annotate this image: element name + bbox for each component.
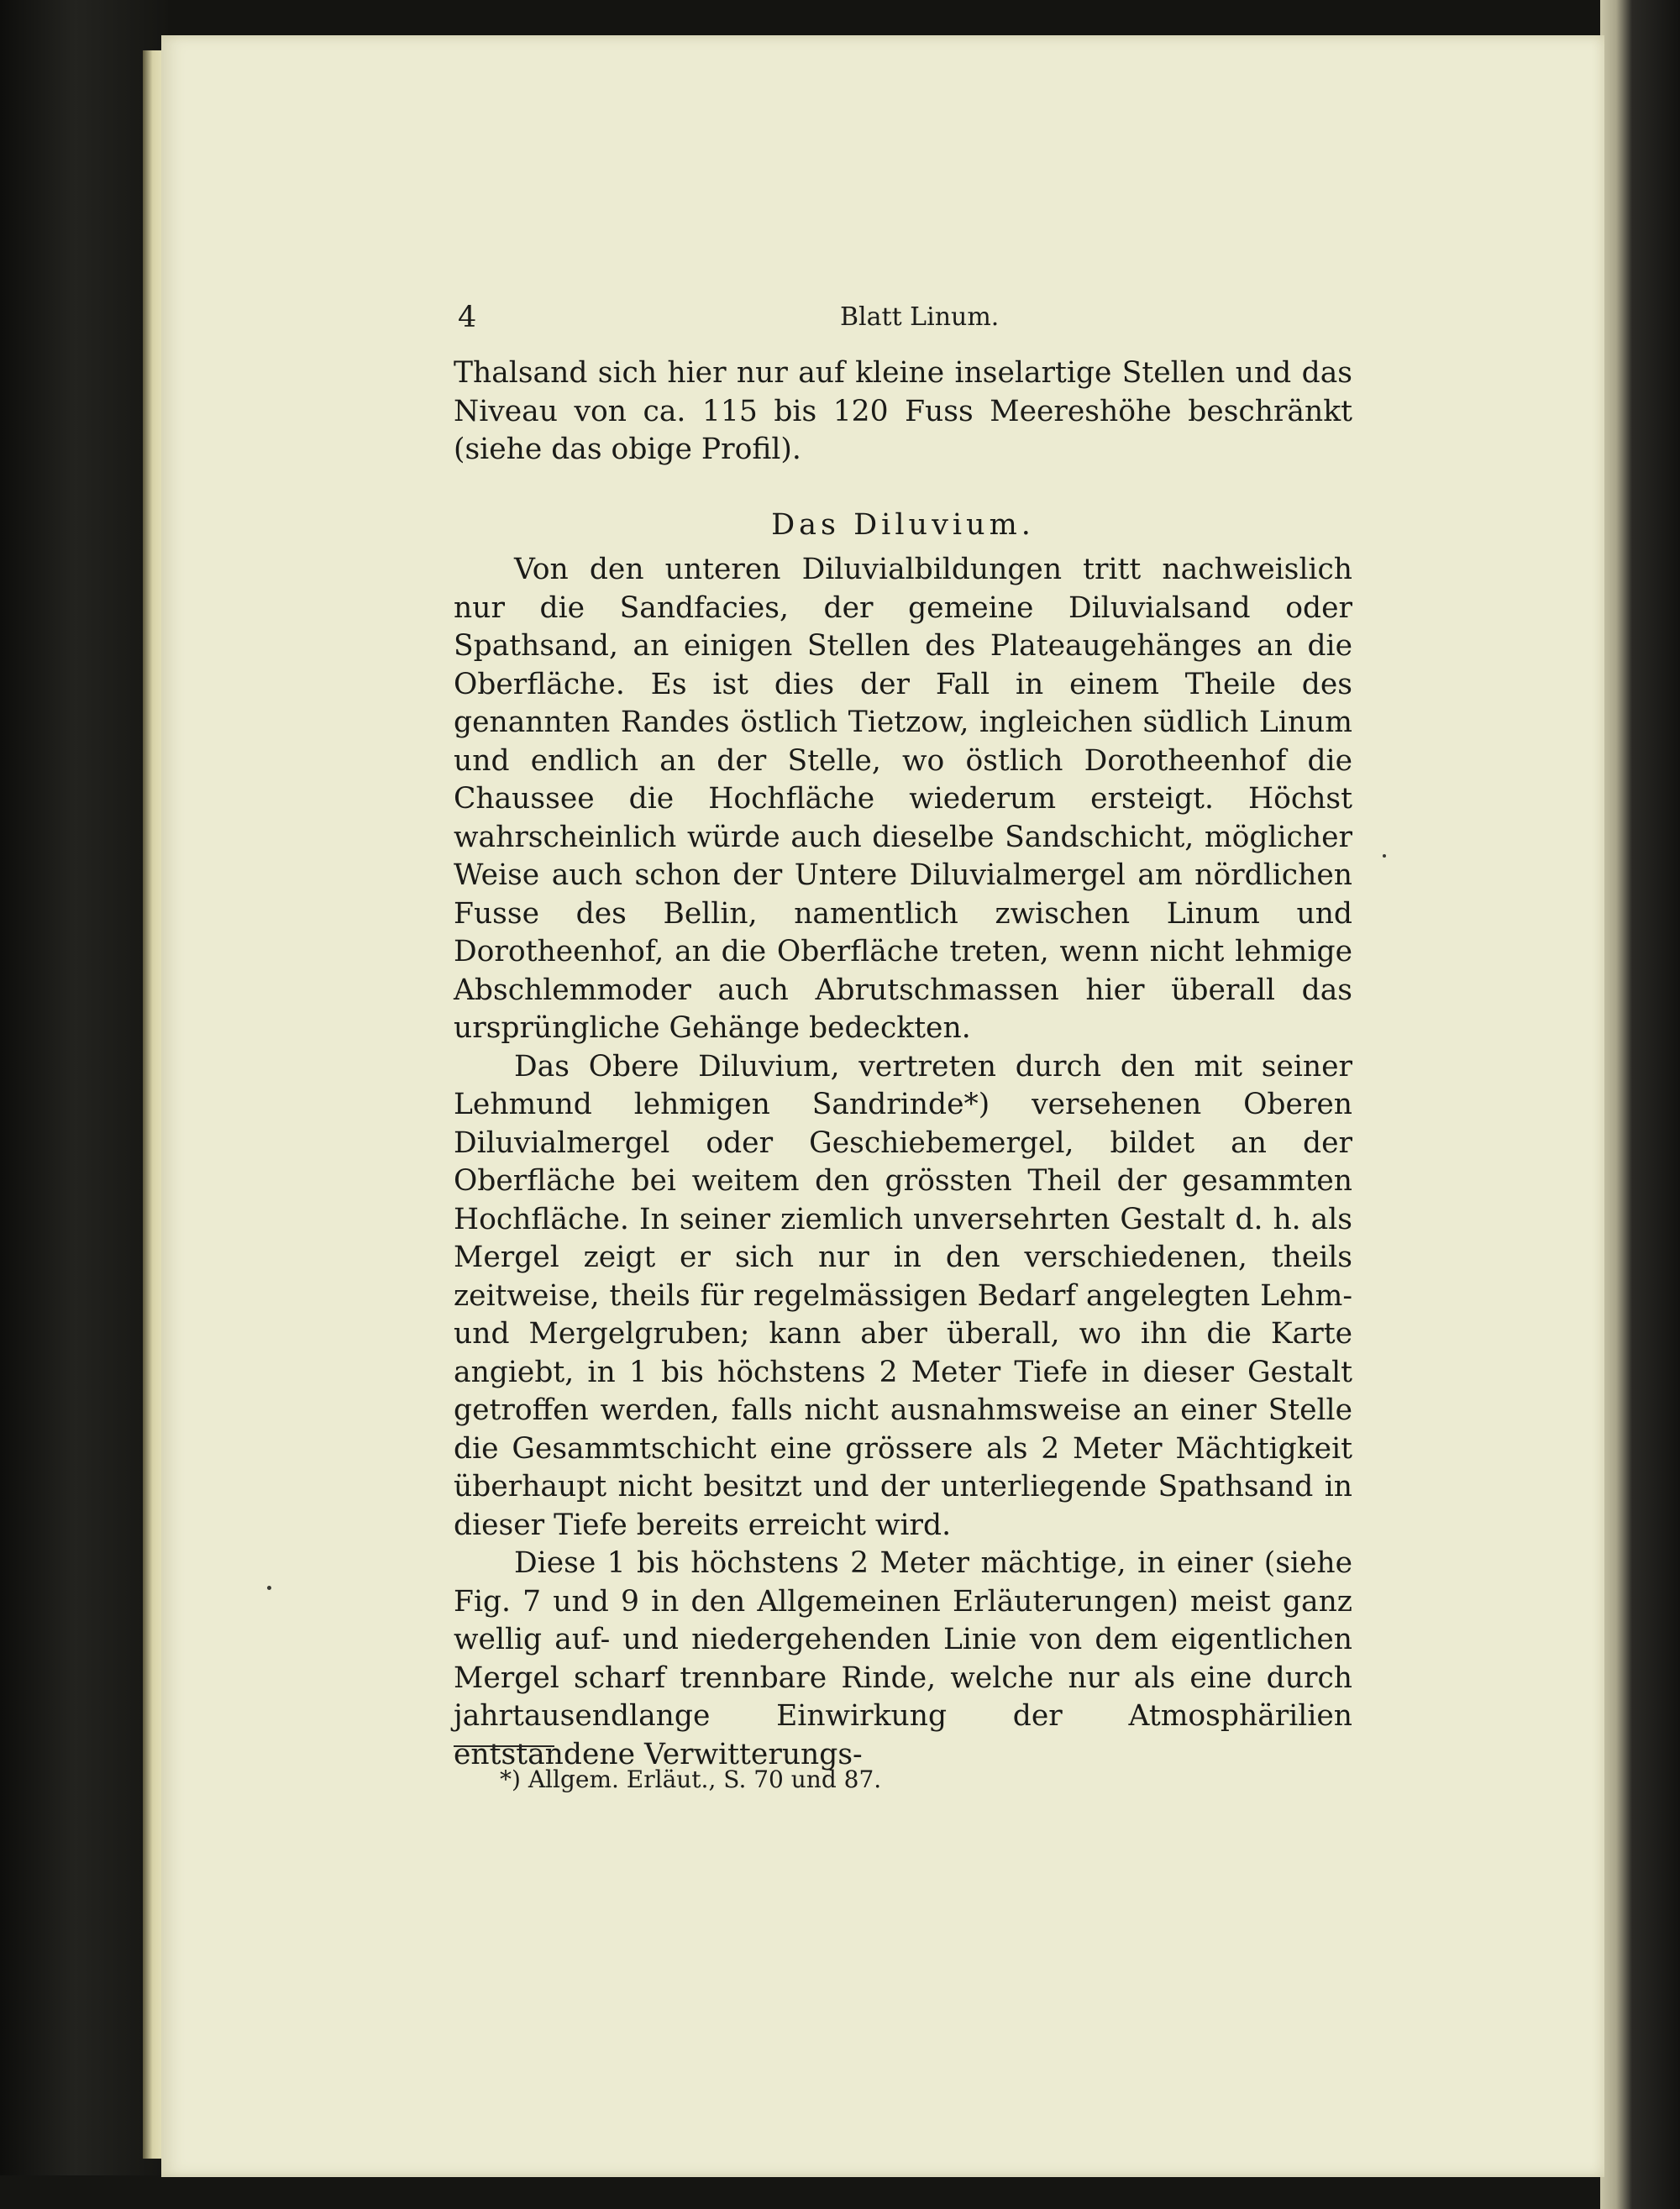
paragraph-upper-diluvium: Das Obere Diluvium, vertreten durch den mit seiner Lehmund lehmigen Sandrinde*) versehenen Oberen Diluvialmergel oder Geschiebemergel, bildet an der Oberfläche bei weitem den grössten Theil der gesammten Hochfläche. In seiner ziemlich unversehrten Gestalt d. h. als Mergel zeigt er sich nur in den verschiedenen, theils zeitweise, theils für regelmässigen Bedarf angelegten Lehm- und Mergelgruben; kann aber überall, wo ihn die Karte angiebt, in 1 bis höchstens 2 Meter Tiefe in dieser Gestalt getroffen werden, falls nicht ausnahmsweise an einer Stelle die Gesammtschicht eine grössere als 2 Meter Mächtigkeit überhaupt nicht besitzt und der unterliegende Spathsand in dieser Tiefe bereits erreicht wird. (454, 1049, 1352, 1542)
footnote-rule (454, 1745, 554, 1747)
paragraph-weathering-crust: Diese 1 bis höchstens 2 Meter mächtige, in einer (siehe Fig. 7 und 9 in den Allgemeinen Erläuterungen) meist ganz wellig auf- und niedergehenden Linie von dem eigentlichen Mergel scharf trennbare Rinde, welche nur als eine durch jahrtausendlange Einwirkung der Atmosphärilien entstandene Verwitterungs- (454, 1546, 1352, 1771)
book-cover-top-edge (0, 0, 1680, 38)
running-title: Blatt Linum. (840, 302, 1000, 332)
book-cover-bottom-edge (0, 2175, 1680, 2209)
page-header (458, 301, 1348, 334)
paragraph-lower-diluvium: Von den unteren Diluvialbildungen tritt nachweislich nur die Sandfacies, der gemeine Diluvialsand oder Spathsand, an einigen Stellen des Plateaugehänges an die Oberfläche. Es ist dies der Fall in einem Theile des genannten Randes östlich Tietzow, ingleichen südlich Linum und endlich an der Stelle, wo östlich Dorotheenhof die Chaussee die Hochfläche wiederum ersteigt. Höchst wahrscheinlich würde auch dieselbe Sandschicht, möglicher Weise auch schon der Untere Diluvialmergel am nördlichen Fusse des Bellin, namentlich zwischen Linum und Dorotheenhof, an die Oberfläche treten, wenn nicht lehmige Abschlemmoder auch Abrutschmassen hier überall das ursprüngliche Gehänge bedeckten. (454, 553, 1352, 1045)
book-cover-right-edge (1600, 0, 1680, 2209)
section-heading: Das Diluvium. (771, 507, 1035, 542)
paper-speck (1383, 854, 1386, 858)
footnote: *) Allgem. Erläut., S. 70 und 87. (500, 1766, 882, 1793)
paper-speck (267, 1586, 271, 1590)
page-number: 4 (458, 301, 477, 334)
body-text (454, 354, 1352, 1774)
paragraph-continued: Thalsand sich hier nur auf kleine inselartige Stellen und das Niveau von ca. 115 bis 120 Fuss Meereshöhe beschränkt (siehe das obige Profil). (454, 356, 1352, 466)
